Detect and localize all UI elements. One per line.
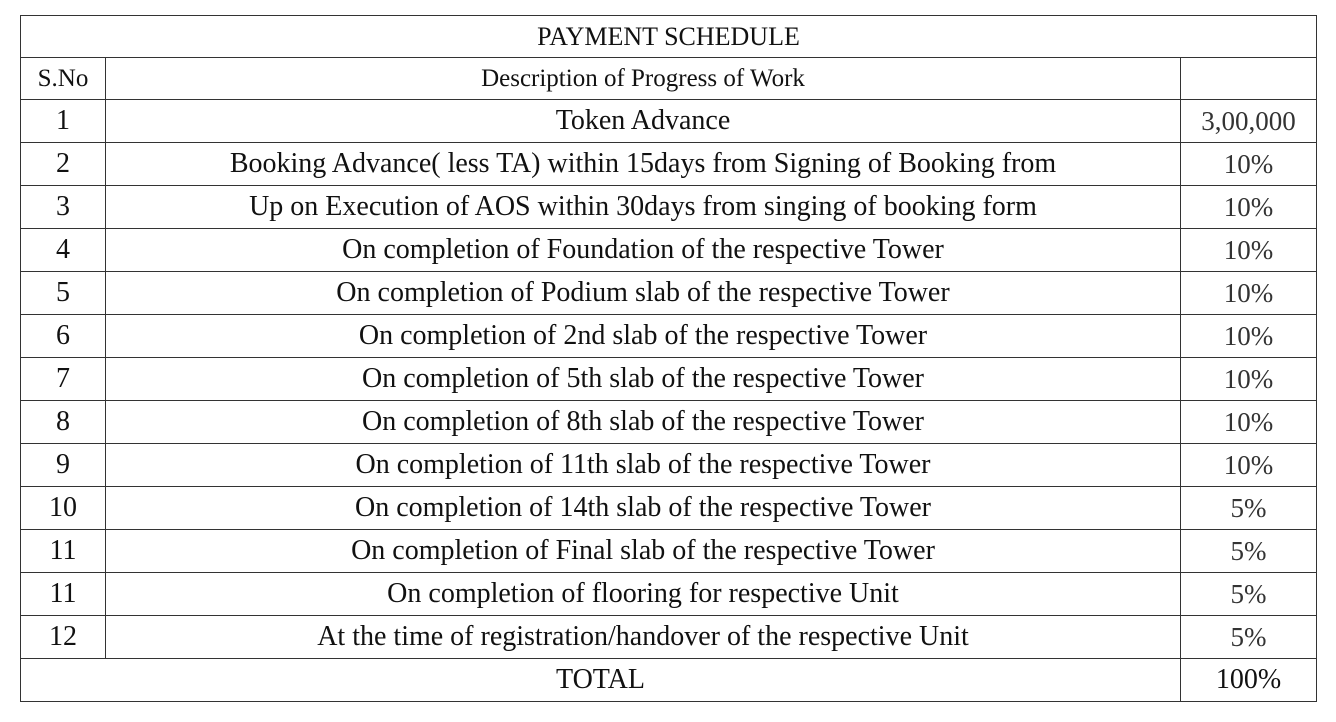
row-sno: 9: [21, 444, 106, 487]
row-description: Up on Execution of AOS within 30days from singing of booking form: [106, 186, 1181, 229]
row-description: Token Advance: [106, 100, 1181, 143]
row-sno: 7: [21, 358, 106, 401]
row-value: 3,00,000: [1181, 100, 1317, 143]
row-description: On completion of Podium slab of the respective Tower: [106, 272, 1181, 315]
table-row: [21, 573, 1317, 616]
header-description: Description of Progress of Work: [106, 58, 1181, 100]
row-description: On completion of 8th slab of the respective Tower: [106, 401, 1181, 444]
table-row: [21, 487, 1317, 530]
row-value: 5%: [1181, 573, 1317, 616]
row-sno: 6: [21, 315, 106, 358]
row-sno: 12: [21, 616, 106, 659]
row-sno: 11: [21, 573, 106, 616]
title-row: [21, 16, 1317, 58]
row-sno: 4: [21, 229, 106, 272]
total-value: 100%: [1181, 659, 1317, 702]
row-sno: 5: [21, 272, 106, 315]
row-value: 10%: [1181, 315, 1317, 358]
row-description: On completion of 11th slab of the respective Tower: [106, 444, 1181, 487]
table-title: PAYMENT SCHEDULE: [21, 16, 1317, 58]
header-sno: S.No: [21, 58, 106, 100]
row-sno: 8: [21, 401, 106, 444]
row-value: 10%: [1181, 186, 1317, 229]
total-label: TOTAL: [21, 659, 1181, 702]
payment-schedule-body: [21, 16, 1317, 702]
row-value: 5%: [1181, 487, 1317, 530]
row-description: At the time of registration/handover of the respective Unit: [106, 616, 1181, 659]
table-row: [21, 272, 1317, 315]
row-description: Booking Advance( less TA) within 15days from Signing of Booking from: [106, 143, 1181, 186]
row-description: On completion of Foundation of the respective Tower: [106, 229, 1181, 272]
row-value: 5%: [1181, 616, 1317, 659]
table-row: [21, 616, 1317, 659]
row-value: 10%: [1181, 143, 1317, 186]
table-row: [21, 315, 1317, 358]
total-row: [21, 659, 1317, 702]
row-value: 10%: [1181, 272, 1317, 315]
header-value: [1181, 58, 1317, 100]
row-sno: 3: [21, 186, 106, 229]
table-row: [21, 530, 1317, 573]
table-row: [21, 401, 1317, 444]
table-row: [21, 229, 1317, 272]
row-description: On completion of 5th slab of the respective Tower: [106, 358, 1181, 401]
row-sno: 2: [21, 143, 106, 186]
row-description: On completion of 2nd slab of the respective Tower: [106, 315, 1181, 358]
table-row: [21, 100, 1317, 143]
header-row: [21, 58, 1317, 100]
row-value: 10%: [1181, 444, 1317, 487]
payment-schedule-table: [20, 15, 1317, 702]
row-description: On completion of flooring for respective Unit: [106, 573, 1181, 616]
row-value: 5%: [1181, 530, 1317, 573]
row-value: 10%: [1181, 229, 1317, 272]
row-description: On completion of 14th slab of the respective Tower: [106, 487, 1181, 530]
row-sno: 11: [21, 530, 106, 573]
table-row: [21, 143, 1317, 186]
table-row: [21, 358, 1317, 401]
table-row: [21, 186, 1317, 229]
row-sno: 10: [21, 487, 106, 530]
table-row: [21, 444, 1317, 487]
row-sno: 1: [21, 100, 106, 143]
row-value: 10%: [1181, 401, 1317, 444]
row-value: 10%: [1181, 358, 1317, 401]
row-description: On completion of Final slab of the respective Tower: [106, 530, 1181, 573]
